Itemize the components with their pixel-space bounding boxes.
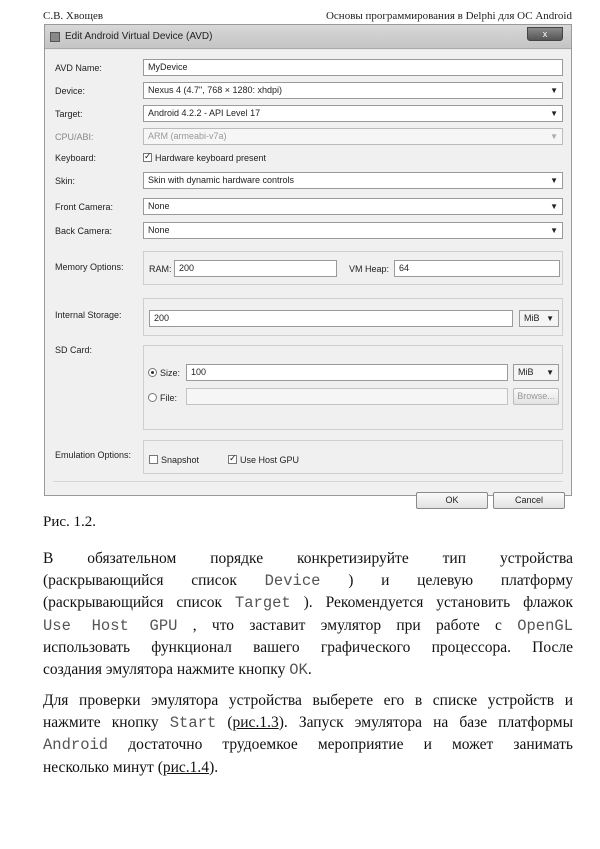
code-opengl: OpenGL [517, 616, 573, 635]
close-button[interactable]: x [527, 27, 563, 41]
target-select[interactable] [143, 105, 563, 122]
paragraph-line: Для проверки эмулятора устройства выберете его в списке устройств и [43, 692, 573, 709]
text: ) и целевую платформу [348, 571, 573, 589]
chevron-down-icon: ▼ [550, 226, 558, 235]
paragraph-1 [43, 548, 573, 681]
chevron-down-icon: ▼ [546, 368, 554, 377]
keyboard-checkbox[interactable] [143, 153, 266, 163]
paragraph-line: В обязательном порядке конкретизируйте тип устройства [43, 550, 573, 567]
chevron-down-icon: ▼ [550, 202, 558, 211]
chevron-down-icon: ▼ [550, 132, 558, 141]
paragraph-line [43, 712, 573, 735]
back-camera-select[interactable] [143, 222, 563, 239]
avd-name-input[interactable]: MyDevice [143, 59, 563, 76]
code-android: Android [43, 736, 109, 754]
header-author: С.В. Хвощев [43, 10, 104, 22]
code-target: Target [234, 594, 291, 612]
radio-unselected-icon [148, 393, 157, 402]
sdcard-file-radio[interactable] [148, 393, 177, 403]
front-camera-select[interactable] [143, 198, 563, 215]
text: несколько минут ( [43, 758, 163, 776]
front-camera-value: None [148, 201, 170, 211]
ok-button[interactable]: OK [416, 492, 488, 509]
keyboard-label: Keyboard: [55, 153, 97, 163]
skin-label: Skin: [55, 176, 76, 186]
skin-value: Skin with dynamic hardware controls [148, 175, 295, 185]
snapshot-checkbox[interactable] [149, 455, 199, 465]
use-host-gpu-checkbox[interactable] [228, 455, 299, 465]
ram-label: RAM: [149, 264, 172, 274]
snapshot-label: Snapshot [161, 455, 200, 465]
storage-unit-select[interactable] [519, 310, 559, 327]
checkbox-checked-icon [143, 153, 152, 162]
text: ). Рекомендуется установить флажок [303, 594, 573, 611]
memory-options-group [143, 251, 563, 285]
storage-input[interactable]: 200 [149, 310, 513, 327]
browse-button[interactable]: Browse... [513, 388, 559, 405]
internal-storage-group [143, 298, 563, 336]
text: . [307, 660, 312, 678]
target-value: Android 4.2.2 - API Level 17 [148, 108, 261, 118]
sdcard-group [143, 345, 563, 430]
checkbox-checked-icon [228, 455, 237, 464]
file-radio-label: File: [160, 393, 178, 403]
text: нажмите кнопку [43, 713, 170, 731]
chevron-down-icon: ▼ [550, 109, 558, 118]
keyboard-checkbox-label: Hardware keyboard present [155, 153, 267, 163]
vmheap-input[interactable]: 64 [394, 260, 560, 277]
text: достаточно трудоемкое мероприятие и может занимать [128, 736, 573, 753]
text: (раскрывающийся список [43, 571, 265, 589]
chevron-down-icon: ▼ [550, 86, 558, 95]
dialog-titlebar [45, 25, 571, 49]
size-radio-label: Size: [160, 368, 181, 378]
front-camera-label: Front Camera: [55, 202, 114, 212]
chevron-down-icon: ▼ [546, 314, 554, 323]
paragraph-line [43, 757, 573, 779]
sdcard-unit-select[interactable] [513, 364, 559, 381]
text: , что заставит эмулятор при работе с [192, 616, 518, 634]
vmheap-label: VM Heap: [349, 264, 390, 274]
code-use-host-gpu: Use Host GPU [43, 616, 178, 635]
cpu-value: ARM (armeabi-v7a) [148, 131, 227, 141]
sdcard-size-input[interactable]: 100 [186, 364, 508, 381]
app-icon [50, 32, 60, 42]
skin-select[interactable] [143, 172, 563, 189]
sdcard-file-input [186, 388, 508, 405]
paragraph-line [43, 659, 573, 682]
text: ). [209, 758, 219, 776]
device-label: Device: [55, 86, 86, 96]
cpu-select [143, 128, 563, 145]
code-device: Device [264, 571, 321, 590]
link-fig-1-3[interactable]: рис.1.3 [232, 713, 279, 731]
cancel-button[interactable]: Cancel [493, 492, 565, 509]
sdcard-label: SD Card: [55, 345, 93, 355]
text: (раскрывающийся список [43, 594, 235, 611]
radio-selected-icon [148, 368, 157, 377]
page-header [43, 10, 572, 24]
separator [53, 481, 563, 482]
text: ). Запуск эмулятора на базе платформы [278, 713, 573, 731]
emulation-options-label: Emulation Options: [55, 450, 132, 460]
text: создания эмулятора нажмите кнопку [43, 660, 290, 678]
avd-dialog-screenshot [44, 24, 572, 505]
sdcard-size-radio[interactable] [148, 368, 180, 378]
figure-caption: Рис. 1.2. [43, 514, 97, 530]
checkbox-unchecked-icon [149, 455, 158, 464]
cpu-label: CPU/ABI: [55, 132, 94, 142]
device-select[interactable] [143, 82, 563, 99]
internal-storage-label: Internal Storage: [55, 310, 122, 320]
link-fig-1-4[interactable]: рис.1.4 [162, 758, 210, 776]
paragraph-line [43, 734, 573, 757]
paragraph-line: использовать функционал вашего графического процессора. После [43, 639, 573, 656]
paragraph-line [43, 615, 573, 638]
text: ( [227, 713, 233, 731]
paragraph-line [43, 592, 573, 615]
avd-name-label: AVD Name: [55, 63, 102, 73]
header-book-title: Основы программирования в Delphi для ОС Android [325, 10, 572, 22]
code-start: Start [169, 713, 217, 732]
chevron-down-icon: ▼ [550, 176, 558, 185]
dialog-title: Edit Android Virtual Device (AVD) [65, 31, 213, 42]
back-camera-value: None [148, 225, 170, 235]
back-camera-label: Back Camera: [55, 226, 113, 236]
target-label: Target: [55, 109, 83, 119]
code-ok: OK [289, 660, 308, 679]
use-host-gpu-label: Use Host GPU [240, 455, 300, 465]
emulation-options-group [143, 440, 563, 474]
dialog-body [45, 50, 571, 505]
device-value: Nexus 4 (4.7", 768 × 1280: xhdpi) [148, 85, 283, 95]
memory-options-label: Memory Options: [55, 262, 124, 272]
storage-unit-value: MiB [524, 313, 540, 323]
ram-input[interactable]: 200 [174, 260, 337, 277]
paragraph-2 [43, 690, 573, 778]
paragraph-line [43, 570, 573, 593]
sdcard-unit-value: MiB [518, 367, 534, 377]
